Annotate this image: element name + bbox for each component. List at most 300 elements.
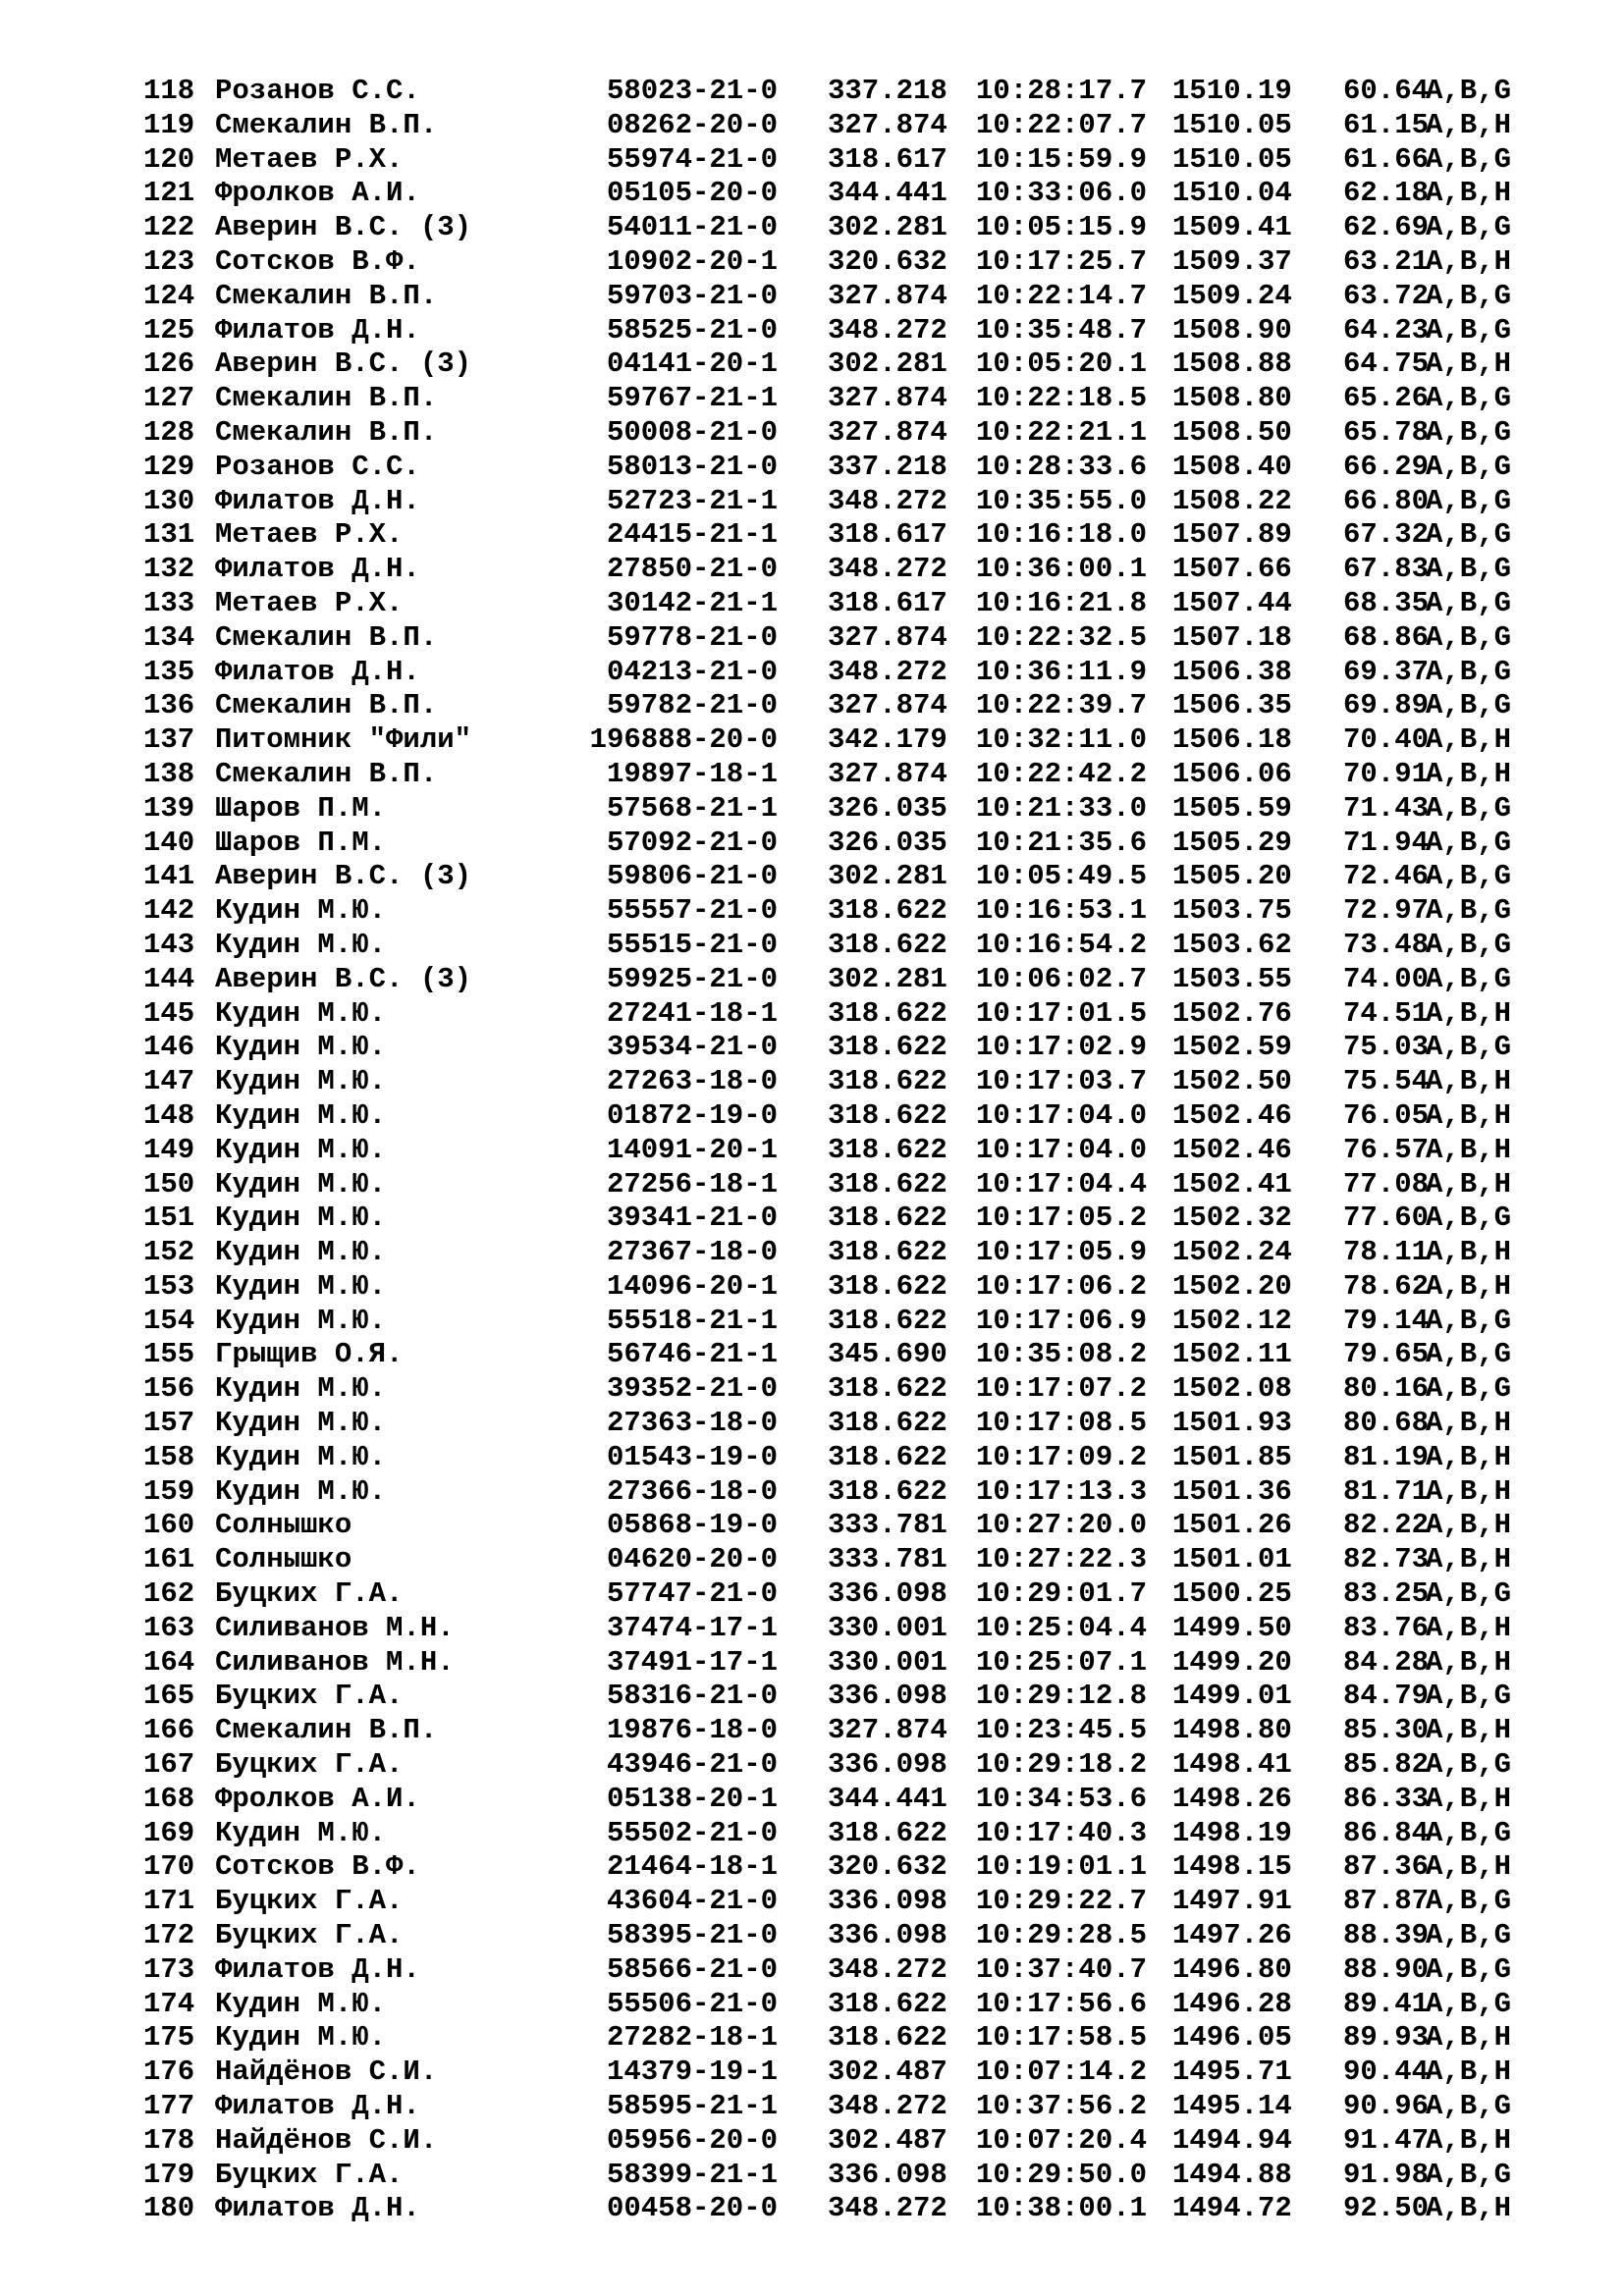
coefficient: 64.23 <box>1343 313 1430 347</box>
ring-number: 14379-19-1 <box>606 2056 778 2089</box>
arrival-time: 10:29:28.5 <box>976 1919 1148 1952</box>
fancier-name: Кудин М.Ю. <box>215 1133 387 1166</box>
distance-km: 336.098 <box>828 1919 947 1952</box>
speed-value: 1497.91 <box>1172 1885 1292 1918</box>
coefficient: 78.11 <box>1343 1236 1430 1269</box>
fancier-name: Сотсков В.Ф. <box>215 244 420 278</box>
ring-number: 58525-21-0 <box>606 313 778 347</box>
fancier-name: Кудин М.Ю. <box>215 1987 387 2020</box>
distance-km: 336.098 <box>828 1885 947 1918</box>
speed-value: 1506.38 <box>1172 655 1292 688</box>
ring-number: 27256-18-1 <box>606 1167 778 1201</box>
fancier-name: Буцких Г.А. <box>215 1577 404 1611</box>
coefficient: 61.15 <box>1343 108 1430 141</box>
fancier-name: Буцких Г.А. <box>215 2158 404 2191</box>
arrival-time: 10:05:15.9 <box>976 211 1148 244</box>
ring-number: 59767-21-1 <box>606 382 778 415</box>
categories: A,B,H <box>1426 1133 1512 1166</box>
fancier-name: Кудин М.Ю. <box>215 1440 387 1473</box>
ring-number: 56746-21-1 <box>606 1338 778 1371</box>
categories: A,B,H <box>1426 1645 1512 1679</box>
categories: A,B,H <box>1426 723 1512 757</box>
arrival-time: 10:23:45.5 <box>976 1714 1148 1747</box>
categories: A,B,G <box>1426 2090 1512 2123</box>
ring-number: 04141-20-1 <box>606 347 778 381</box>
place-number: 169 <box>143 1816 195 1849</box>
place-number: 176 <box>143 2056 195 2089</box>
distance-km: 348.272 <box>828 553 947 586</box>
ring-number: 57568-21-1 <box>606 791 778 825</box>
coefficient: 77.60 <box>1343 1201 1430 1235</box>
fancier-name: Филатов Д.Н. <box>215 655 420 688</box>
distance-km: 318.622 <box>828 1407 947 1440</box>
fancier-name: Кудин М.Ю. <box>215 1167 387 1201</box>
fancier-name: Фролков А.И. <box>215 177 420 210</box>
speed-value: 1494.72 <box>1172 2192 1292 2225</box>
coefficient: 78.62 <box>1343 1269 1430 1303</box>
speed-value: 1509.24 <box>1172 279 1292 312</box>
speed-value: 1502.08 <box>1172 1372 1292 1406</box>
coefficient: 85.30 <box>1343 1714 1430 1747</box>
categories: A,B,H <box>1426 2021 1512 2055</box>
categories: A,B,H <box>1426 1167 1512 1201</box>
distance-km: 348.272 <box>828 2090 947 2123</box>
ring-number: 00458-20-0 <box>606 2192 778 2225</box>
ring-number: 05956-20-0 <box>606 2123 778 2157</box>
place-number: 131 <box>143 518 195 552</box>
fancier-name: Филатов Д.Н. <box>215 553 420 586</box>
speed-value: 1502.12 <box>1172 1304 1292 1337</box>
place-number: 128 <box>143 415 195 449</box>
speed-value: 1498.41 <box>1172 1748 1292 1782</box>
fancier-name: Филатов Д.Н. <box>215 1952 420 1986</box>
distance-km: 327.874 <box>828 689 947 722</box>
speed-value: 1502.76 <box>1172 996 1292 1030</box>
ring-number: 10902-20-1 <box>606 244 778 278</box>
arrival-time: 10:34:53.6 <box>976 1782 1148 1815</box>
categories: A,B,G <box>1426 1987 1512 2020</box>
distance-km: 330.001 <box>828 1611 947 1644</box>
place-number: 153 <box>143 1269 195 1303</box>
ring-number: 21464-18-1 <box>606 1850 778 1884</box>
categories: A,B,H <box>1426 1269 1512 1303</box>
fancier-name: Буцких Г.А. <box>215 1748 404 1782</box>
speed-value: 1510.19 <box>1172 75 1292 107</box>
categories: A,B,G <box>1426 689 1512 722</box>
coefficient: 77.08 <box>1343 1167 1430 1201</box>
coefficient: 87.36 <box>1343 1850 1430 1884</box>
distance-km: 326.035 <box>828 791 947 825</box>
distance-km: 345.690 <box>828 1338 947 1371</box>
ring-number: 27367-18-0 <box>606 1236 778 1269</box>
arrival-time: 10:05:20.1 <box>976 347 1148 381</box>
place-number: 152 <box>143 1236 195 1269</box>
arrival-time: 10:22:14.7 <box>976 279 1148 312</box>
arrival-time: 10:17:04.0 <box>976 1133 1148 1166</box>
speed-value: 1501.26 <box>1172 1509 1292 1542</box>
place-number: 178 <box>143 2123 195 2157</box>
speed-value: 1502.24 <box>1172 1236 1292 1269</box>
categories: A,B,G <box>1426 620 1512 654</box>
place-number: 157 <box>143 1407 195 1440</box>
speed-value: 1508.40 <box>1172 450 1292 483</box>
ring-number: 58395-21-0 <box>606 1919 778 1952</box>
ring-number: 58023-21-0 <box>606 75 778 107</box>
ring-number: 196888-20-0 <box>589 723 778 757</box>
categories: A,B,H <box>1426 1611 1512 1644</box>
distance-km: 302.281 <box>828 860 947 893</box>
arrival-time: 10:07:20.4 <box>976 2123 1148 2157</box>
arrival-time: 10:17:04.0 <box>976 1098 1148 1132</box>
speed-value: 1494.88 <box>1172 2158 1292 2191</box>
arrival-time: 10:17:56.6 <box>976 1987 1148 2020</box>
place-number: 120 <box>143 142 195 176</box>
distance-km: 318.617 <box>828 586 947 619</box>
fancier-name: Филатов Д.Н. <box>215 2090 420 2123</box>
categories: A,B,G <box>1426 791 1512 825</box>
coefficient: 65.78 <box>1343 415 1430 449</box>
place-number: 132 <box>143 553 195 586</box>
speed-value: 1508.50 <box>1172 415 1292 449</box>
arrival-time: 10:17:04.4 <box>976 1167 1148 1201</box>
speed-value: 1502.20 <box>1172 1269 1292 1303</box>
coefficient: 68.86 <box>1343 620 1430 654</box>
arrival-time: 10:21:35.6 <box>976 826 1148 859</box>
place-number: 130 <box>143 484 195 517</box>
ring-number: 59778-21-0 <box>606 620 778 654</box>
speed-value: 1508.90 <box>1172 313 1292 347</box>
arrival-time: 10:29:22.7 <box>976 1885 1148 1918</box>
coefficient: 71.94 <box>1343 826 1430 859</box>
categories: A,B,H <box>1426 1474 1512 1508</box>
arrival-time: 10:17:02.9 <box>976 1031 1148 1064</box>
speed-value: 1508.22 <box>1172 484 1292 517</box>
ring-number: 59703-21-0 <box>606 279 778 312</box>
coefficient: 72.97 <box>1343 894 1430 928</box>
categories: A,B,G <box>1426 928 1512 961</box>
speed-value: 1500.25 <box>1172 1577 1292 1611</box>
fancier-name: Солнышко <box>215 1543 352 1576</box>
categories: A,B,H <box>1426 1440 1512 1473</box>
place-number: 162 <box>143 1577 195 1611</box>
coefficient: 63.72 <box>1343 279 1430 312</box>
arrival-time: 10:22:21.1 <box>976 415 1148 449</box>
ring-number: 27366-18-0 <box>606 1474 778 1508</box>
categories: A,B,G <box>1426 518 1512 552</box>
arrival-time: 10:28:33.6 <box>976 450 1148 483</box>
arrival-time: 10:37:40.7 <box>976 1952 1148 1986</box>
categories: A,B,G <box>1426 1201 1512 1235</box>
arrival-time: 10:22:18.5 <box>976 382 1148 415</box>
speed-value: 1497.26 <box>1172 1919 1292 1952</box>
speed-value: 1510.04 <box>1172 177 1292 210</box>
fancier-name: Смекалин В.П. <box>215 757 438 790</box>
arrival-time: 10:17:40.3 <box>976 1816 1148 1849</box>
categories: A,B,G <box>1426 313 1512 347</box>
coefficient: 86.33 <box>1343 1782 1430 1815</box>
distance-km: 348.272 <box>828 484 947 517</box>
categories: A,B,H <box>1426 177 1512 210</box>
coefficient: 86.84 <box>1343 1816 1430 1849</box>
arrival-time: 10:29:01.7 <box>976 1577 1148 1611</box>
place-number: 171 <box>143 1885 195 1918</box>
speed-value: 1502.32 <box>1172 1201 1292 1235</box>
arrival-time: 10:36:11.9 <box>976 655 1148 688</box>
ring-number: 55518-21-1 <box>606 1304 778 1337</box>
speed-value: 1496.28 <box>1172 1987 1292 2020</box>
coefficient: 84.79 <box>1343 1680 1430 1713</box>
coefficient: 82.22 <box>1343 1509 1430 1542</box>
speed-value: 1505.59 <box>1172 791 1292 825</box>
fancier-name: Смекалин В.П. <box>215 620 438 654</box>
coefficient: 75.03 <box>1343 1031 1430 1064</box>
speed-value: 1509.41 <box>1172 211 1292 244</box>
speed-value: 1510.05 <box>1172 108 1292 141</box>
arrival-time: 10:37:56.2 <box>976 2090 1148 2123</box>
coefficient: 83.25 <box>1343 1577 1430 1611</box>
ring-number: 27282-18-1 <box>606 2021 778 2055</box>
categories: A,B,G <box>1426 382 1512 415</box>
place-number: 170 <box>143 1850 195 1884</box>
ring-number: 58399-21-1 <box>606 2158 778 2191</box>
arrival-time: 10:25:07.1 <box>976 1645 1148 1679</box>
speed-value: 1498.19 <box>1172 1816 1292 1849</box>
place-number: 136 <box>143 689 195 722</box>
coefficient: 65.26 <box>1343 382 1430 415</box>
coefficient: 89.41 <box>1343 1987 1430 2020</box>
arrival-time: 10:17:01.5 <box>976 996 1148 1030</box>
coefficient: 64.75 <box>1343 347 1430 381</box>
ring-number: 05138-20-1 <box>606 1782 778 1815</box>
distance-km: 318.622 <box>828 894 947 928</box>
coefficient: 88.90 <box>1343 1952 1430 1986</box>
fancier-name: Кудин М.Ю. <box>215 996 387 1030</box>
categories: A,B,G <box>1426 655 1512 688</box>
place-number: 163 <box>143 1611 195 1644</box>
ring-number: 27241-18-1 <box>606 996 778 1030</box>
categories: A,B,G <box>1426 860 1512 893</box>
distance-km: 318.622 <box>828 1236 947 1269</box>
speed-value: 1508.80 <box>1172 382 1292 415</box>
arrival-time: 10:17:07.2 <box>976 1372 1148 1406</box>
coefficient: 66.80 <box>1343 484 1430 517</box>
speed-value: 1494.94 <box>1172 2123 1292 2157</box>
distance-km: 318.622 <box>828 928 947 961</box>
arrival-time: 10:16:54.2 <box>976 928 1148 961</box>
speed-value: 1506.35 <box>1172 689 1292 722</box>
arrival-time: 10:17:25.7 <box>976 244 1148 278</box>
ring-number: 27850-21-0 <box>606 553 778 586</box>
place-number: 137 <box>143 723 195 757</box>
place-number: 129 <box>143 450 195 483</box>
arrival-time: 10:17:03.7 <box>976 1065 1148 1098</box>
speed-value: 1505.20 <box>1172 860 1292 893</box>
arrival-time: 10:29:50.0 <box>976 2158 1148 2191</box>
place-number: 125 <box>143 313 195 347</box>
speed-value: 1498.15 <box>1172 1850 1292 1884</box>
distance-km: 327.874 <box>828 620 947 654</box>
speed-value: 1495.71 <box>1172 2056 1292 2089</box>
speed-value: 1496.80 <box>1172 1952 1292 1986</box>
coefficient: 90.44 <box>1343 2056 1430 2089</box>
fancier-name: Найдёнов С.И. <box>215 2123 438 2157</box>
distance-km: 337.218 <box>828 75 947 107</box>
coefficient: 70.40 <box>1343 723 1430 757</box>
distance-km: 302.281 <box>828 962 947 995</box>
place-number: 159 <box>143 1474 195 1508</box>
fancier-name: Кудин М.Ю. <box>215 2021 387 2055</box>
categories: A,B,H <box>1426 996 1512 1030</box>
fancier-name: Грыщив О.Я. <box>215 1338 404 1371</box>
arrival-time: 10:17:09.2 <box>976 1440 1148 1473</box>
ring-number: 01543-19-0 <box>606 1440 778 1473</box>
arrival-time: 10:15:59.9 <box>976 142 1148 176</box>
place-number: 173 <box>143 1952 195 1986</box>
categories: A,B,G <box>1426 1031 1512 1064</box>
fancier-name: Буцких Г.А. <box>215 1885 404 1918</box>
categories: A,B,G <box>1426 450 1512 483</box>
fancier-name: Смекалин В.П. <box>215 1714 438 1747</box>
fancier-name: Кудин М.Ю. <box>215 1065 387 1098</box>
speed-value: 1498.26 <box>1172 1782 1292 1815</box>
ring-number: 55515-21-0 <box>606 928 778 961</box>
distance-km: 348.272 <box>828 2192 947 2225</box>
place-number: 151 <box>143 1201 195 1235</box>
coefficient: 89.93 <box>1343 2021 1430 2055</box>
place-number: 149 <box>143 1133 195 1166</box>
place-number: 121 <box>143 177 195 210</box>
fancier-name: Аверин В.С. (3) <box>215 962 472 995</box>
place-number: 175 <box>143 2021 195 2055</box>
ring-number: 24415-21-1 <box>606 518 778 552</box>
fancier-name: Силиванов М.Н. <box>215 1611 455 1644</box>
ring-number: 59806-21-0 <box>606 860 778 893</box>
arrival-time: 10:17:05.9 <box>976 1236 1148 1269</box>
ring-number: 30142-21-1 <box>606 586 778 619</box>
fancier-name: Кудин М.Ю. <box>215 1269 387 1303</box>
fancier-name: Смекалин В.П. <box>215 382 438 415</box>
coefficient: 62.18 <box>1343 177 1430 210</box>
fancier-name: Кудин М.Ю. <box>215 1201 387 1235</box>
distance-km: 318.622 <box>828 2021 947 2055</box>
fancier-name: Филатов Д.Н. <box>215 2192 420 2225</box>
distance-km: 318.622 <box>828 1167 947 1201</box>
fancier-name: Кудин М.Ю. <box>215 1407 387 1440</box>
categories: A,B,G <box>1426 484 1512 517</box>
place-number: 146 <box>143 1031 195 1064</box>
ring-number: 27263-18-0 <box>606 1065 778 1098</box>
coefficient: 82.73 <box>1343 1543 1430 1576</box>
arrival-time: 10:19:01.1 <box>976 1850 1148 1884</box>
coefficient: 75.54 <box>1343 1065 1430 1098</box>
fancier-name: Филатов Д.Н. <box>215 484 420 517</box>
ring-number: 14096-20-1 <box>606 1269 778 1303</box>
ring-number: 05105-20-0 <box>606 177 778 210</box>
speed-value: 1495.14 <box>1172 2090 1292 2123</box>
coefficient: 79.65 <box>1343 1338 1430 1371</box>
distance-km: 327.874 <box>828 1714 947 1747</box>
fancier-name: Буцких Г.А. <box>215 1919 404 1952</box>
ring-number: 08262-20-0 <box>606 108 778 141</box>
distance-km: 327.874 <box>828 757 947 790</box>
ring-number: 04620-20-0 <box>606 1543 778 1576</box>
categories: A,B,G <box>1426 142 1512 176</box>
arrival-time: 10:17:05.2 <box>976 1201 1148 1235</box>
coefficient: 87.87 <box>1343 1885 1430 1918</box>
coefficient: 90.96 <box>1343 2090 1430 2123</box>
coefficient: 72.46 <box>1343 860 1430 893</box>
coefficient: 70.91 <box>1343 757 1430 790</box>
fancier-name: Кудин М.Ю. <box>215 1474 387 1508</box>
place-number: 135 <box>143 655 195 688</box>
ring-number: 57747-21-0 <box>606 1577 778 1611</box>
distance-km: 302.281 <box>828 211 947 244</box>
distance-km: 320.632 <box>828 1850 947 1884</box>
categories: A,B,G <box>1426 586 1512 619</box>
categories: A,B,H <box>1426 1850 1512 1884</box>
categories: A,B,G <box>1426 2158 1512 2191</box>
categories: A,B,G <box>1426 553 1512 586</box>
coefficient: 80.16 <box>1343 1372 1430 1406</box>
speed-value: 1499.50 <box>1172 1611 1292 1644</box>
coefficient: 73.48 <box>1343 928 1430 961</box>
coefficient: 74.51 <box>1343 996 1430 1030</box>
speed-value: 1502.46 <box>1172 1098 1292 1132</box>
speed-value: 1502.41 <box>1172 1167 1292 1201</box>
arrival-time: 10:32:11.0 <box>976 723 1148 757</box>
categories: A,B,G <box>1426 826 1512 859</box>
fancier-name: Смекалин В.П. <box>215 279 438 312</box>
categories: A,B,G <box>1426 1748 1512 1782</box>
categories: A,B,H <box>1426 757 1512 790</box>
distance-km: 344.441 <box>828 1782 947 1815</box>
ring-number: 54011-21-0 <box>606 211 778 244</box>
distance-km: 327.874 <box>828 382 947 415</box>
speed-value: 1502.59 <box>1172 1031 1292 1064</box>
speed-value: 1503.55 <box>1172 962 1292 995</box>
fancier-name: Кудин М.Ю. <box>215 1031 387 1064</box>
categories: A,B,G <box>1426 279 1512 312</box>
ring-number: 58013-21-0 <box>606 450 778 483</box>
arrival-time: 10:17:06.9 <box>976 1304 1148 1337</box>
fancier-name: Розанов С.С. <box>215 75 420 107</box>
distance-km: 327.874 <box>828 415 947 449</box>
distance-km: 333.781 <box>828 1509 947 1542</box>
speed-value: 1501.85 <box>1172 1440 1292 1473</box>
fancier-name: Кудин М.Ю. <box>215 1816 387 1849</box>
ring-number: 39341-21-0 <box>606 1201 778 1235</box>
distance-km: 318.617 <box>828 518 947 552</box>
arrival-time: 10:27:22.3 <box>976 1543 1148 1576</box>
distance-km: 318.622 <box>828 1201 947 1235</box>
arrival-time: 10:16:53.1 <box>976 894 1148 928</box>
ring-number: 04213-21-0 <box>606 655 778 688</box>
ring-number: 37491-17-1 <box>606 1645 778 1679</box>
coefficient: 80.68 <box>1343 1407 1430 1440</box>
speed-value: 1508.88 <box>1172 347 1292 381</box>
distance-km: 336.098 <box>828 1748 947 1782</box>
place-number: 158 <box>143 1440 195 1473</box>
ring-number: 19897-18-1 <box>606 757 778 790</box>
arrival-time: 10:07:14.2 <box>976 2056 1148 2089</box>
categories: A,B,G <box>1426 1304 1512 1337</box>
speed-value: 1506.06 <box>1172 757 1292 790</box>
fancier-name: Смекалин В.П. <box>215 108 438 141</box>
speed-value: 1503.75 <box>1172 894 1292 928</box>
fancier-name: Метаев Р.Х. <box>215 586 404 619</box>
fancier-name: Буцких Г.А. <box>215 1680 404 1713</box>
arrival-time: 10:05:49.5 <box>976 860 1148 893</box>
